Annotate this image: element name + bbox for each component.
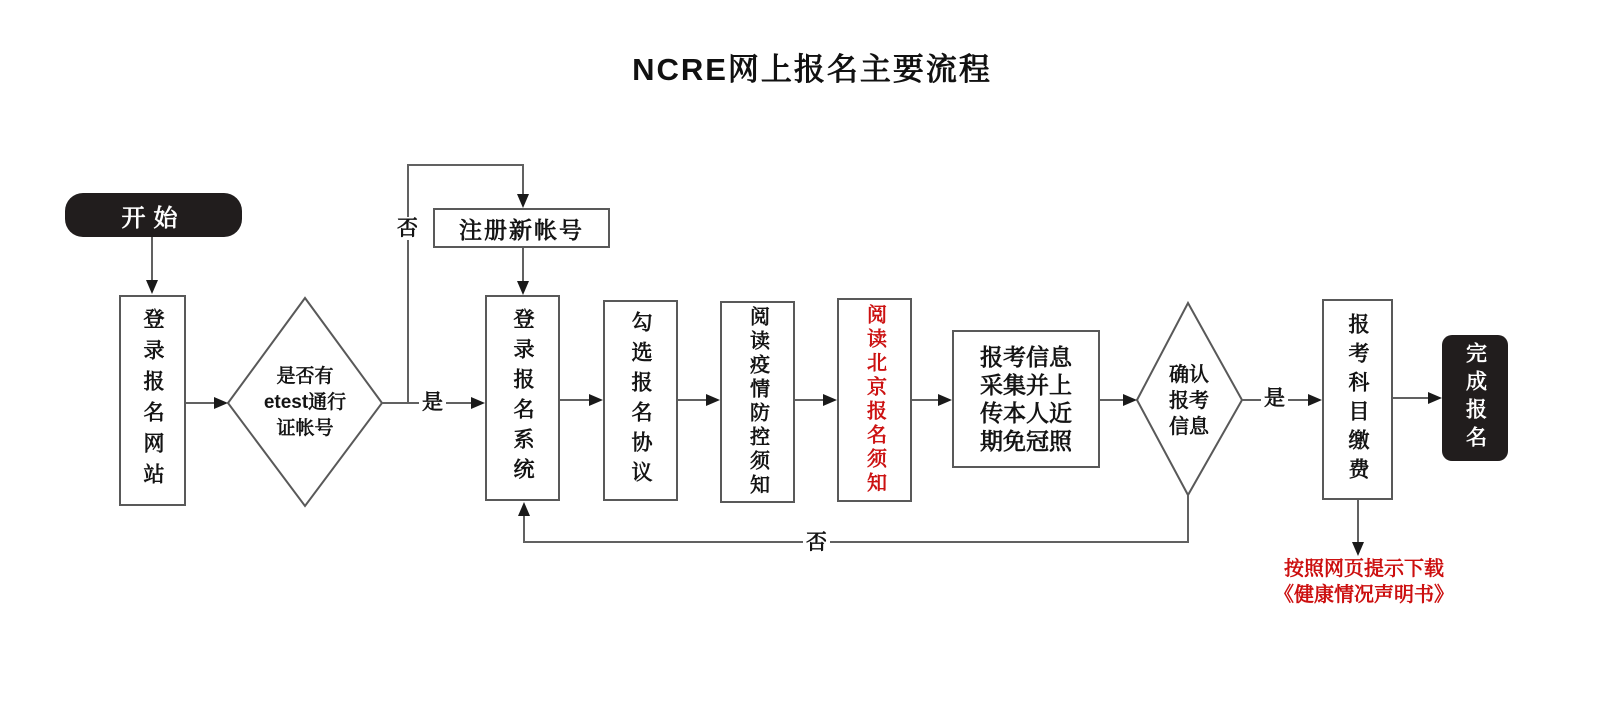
login-site-box	[119, 295, 186, 506]
login-site-label: 登录报名网站	[141, 307, 164, 494]
edge-label-yes-2: 是	[1261, 387, 1288, 410]
pay-box	[1322, 299, 1393, 500]
collect-info-line: 传本人近	[980, 400, 1072, 426]
edge-label-no-1: 否	[394, 217, 421, 240]
collect-info-line: 报考信息	[980, 344, 1072, 370]
download-note-line: 《健康情况声明书》	[1274, 584, 1454, 606]
page-title: NCRE网上报名主要流程	[632, 52, 992, 87]
pay-label: 报考科目缴费	[1346, 312, 1369, 487]
beijing-notice-label: 阅读北京报名须知	[863, 304, 886, 496]
login-system-box	[485, 295, 560, 501]
start-node-label: 开始	[121, 204, 186, 232]
download-note	[1244, 556, 1484, 608]
decision-line: etest通行	[263, 392, 347, 413]
collect-info-text	[980, 343, 1072, 455]
start-node	[65, 193, 242, 237]
collect-info-box	[952, 330, 1100, 468]
register-account-label: 注册新帐号	[459, 216, 584, 243]
decision-line: 信息	[1169, 416, 1209, 438]
agreement-box	[603, 300, 678, 501]
end-node	[1442, 335, 1508, 461]
download-note-line: 按照网页提示下载	[1284, 558, 1444, 580]
collect-info-line: 期免冠照	[980, 428, 1072, 454]
register-account-box	[433, 208, 610, 248]
end-node-label: 完成报名	[1463, 342, 1487, 454]
decision-line: 确认	[1169, 364, 1209, 386]
edge-label-yes-1: 是	[419, 391, 446, 414]
agreement-label: 勾选报名协议	[629, 310, 652, 491]
collect-info-line: 采集并上	[980, 372, 1072, 398]
login-system-label: 登录报名系统	[511, 308, 534, 488]
has-etest-account-decision	[230, 364, 380, 442]
beijing-notice-box	[837, 298, 912, 502]
decision-line: 证帐号	[276, 418, 334, 439]
decision-line: 报考	[1169, 390, 1209, 412]
confirm-info-decision	[1139, 362, 1239, 440]
epidemic-notice-label: 阅读疫情防控须知	[746, 306, 769, 498]
epidemic-notice-box	[720, 301, 795, 503]
decision-line: 是否有	[276, 366, 334, 387]
edge-label-no-2: 否	[803, 531, 830, 554]
